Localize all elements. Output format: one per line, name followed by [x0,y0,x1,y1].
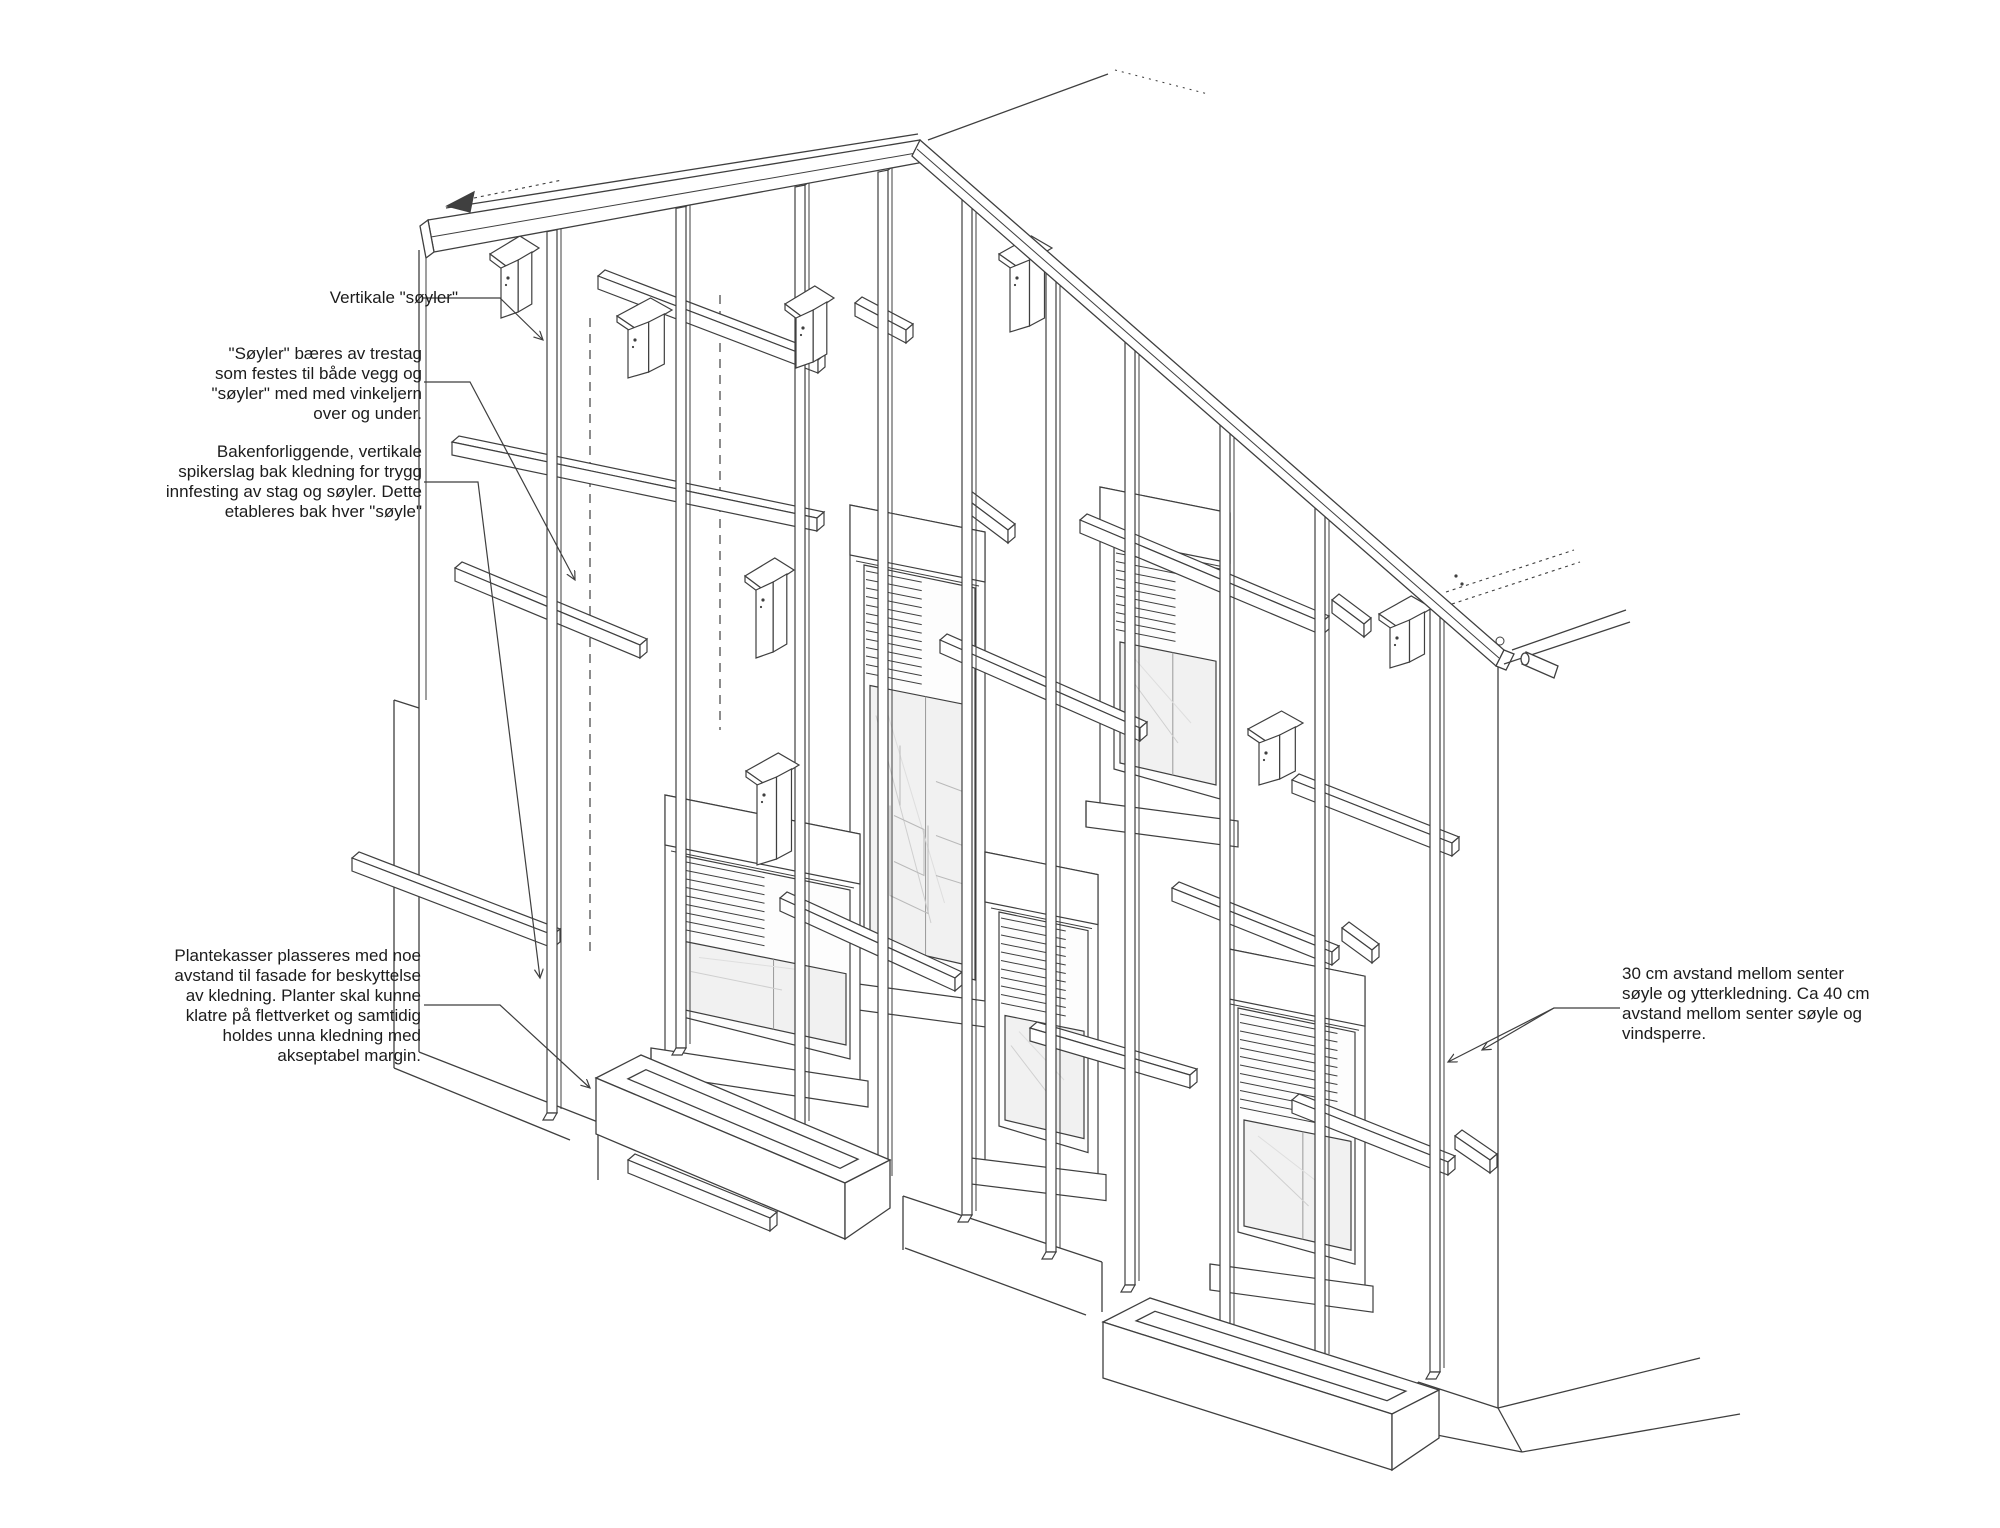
planter-box-right [1103,1298,1439,1470]
label-soyler-baeres [212,344,422,424]
vertical-soyle-column [543,227,561,1120]
label-line: "søyler" med med vinkeljern [211,384,422,403]
bird-box [617,298,672,378]
trestag-strut [1332,594,1371,637]
label-plantekasser [174,946,421,1066]
trestag-strut [1455,1130,1497,1173]
building-base-and-walls [394,248,1740,1452]
bird-box [1248,711,1303,785]
label-line: av kledning. Planter skal kunne [185,986,421,1005]
label-line: "Søyler" bæres av trestag [228,344,422,363]
label-line: 30 cm avstand mellom senter [1622,964,1845,983]
label-line: Vertikale "søyler" [329,288,458,307]
trestag-strut [1342,922,1379,963]
trestag-strut [1172,882,1339,965]
label-line: søyle og ytterkledning. Ca 40 cm [1622,984,1870,1003]
leader-plantekasser [424,1005,590,1088]
vertical-soyle-column [1426,603,1444,1379]
bird-box [745,558,794,658]
trestag-strut [352,852,560,948]
gable-roof [420,70,1630,678]
label-line: Bakenforliggende, vertikale [216,442,422,461]
label-line: Plantekasser plasseres med noe [174,946,421,965]
bird-box [490,236,539,318]
leader-avstand-2 [1482,1008,1554,1050]
leader-avstand-1 [1448,1008,1620,1062]
label-line: holdes unna kledning med [222,1026,421,1045]
label-bakenforliggende [166,442,422,522]
bird-box [1379,596,1432,668]
label-line: avstand mellom senter søyle og [1622,1004,1862,1023]
trestag-strut [452,436,824,531]
label-line: avstand til fasade for beskyttelse [174,966,421,985]
label-line: vindsperre. [1622,1024,1707,1043]
label-line: klatre på flettverket og samtidig [185,1006,421,1025]
label-line: spikerslag bak kledning for trygg [178,462,422,481]
label-avstand [1622,964,1870,1044]
label-vertikale-soyler [330,288,458,308]
label-line: over og under. [313,404,422,423]
label-line: etableres bak hver "søyle" [224,502,422,521]
label-line: akseptabel margin. [277,1046,421,1065]
label-line: som festes til både vegg og [215,364,422,383]
label-line: innfesting av stag og søyler. Dette [165,482,422,501]
